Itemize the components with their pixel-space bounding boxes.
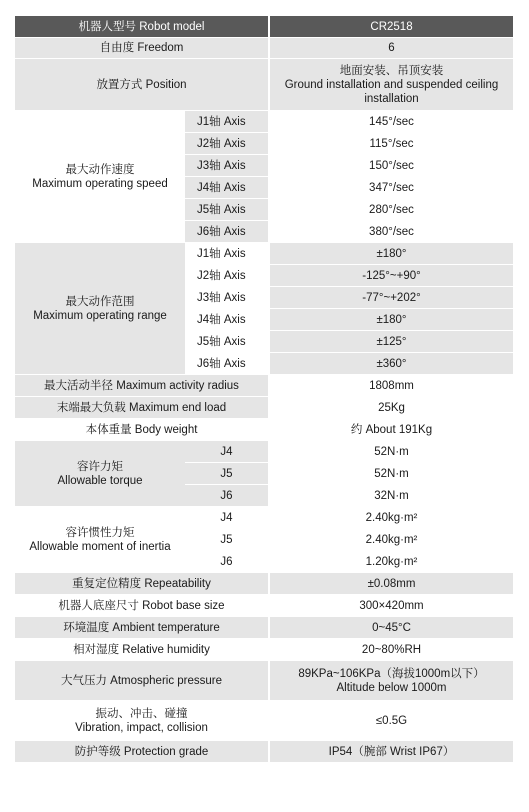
- position-value-en: Ground installation and suspended ceiling installation: [284, 78, 499, 105]
- torque-label-zh: 容许力矩: [77, 460, 123, 473]
- inertia-row: [15, 507, 513, 529]
- speed-label: [15, 111, 185, 243]
- speed-axis: J6轴 Axis: [185, 221, 269, 243]
- repeatability-value: ±0.08mm: [269, 573, 513, 595]
- speed-value: 145°/sec: [269, 111, 513, 133]
- range-axis: J2轴 Axis: [185, 265, 269, 287]
- torque-axis: J4: [185, 441, 269, 463]
- range-label-zh: 最大动作范围: [65, 295, 135, 308]
- protection-row: [15, 741, 513, 763]
- torque-axis: J5: [185, 463, 269, 485]
- inertia-value: 2.40kg·m²: [269, 507, 513, 529]
- base-size-value: 300×420mm: [269, 595, 513, 617]
- position-label: 放置方式 Position: [15, 59, 269, 111]
- radius-row: [15, 375, 513, 397]
- range-axis: J4轴 Axis: [185, 309, 269, 331]
- vibration-value: ≤0.5G: [269, 701, 513, 741]
- range-axis: J3轴 Axis: [185, 287, 269, 309]
- range-value: -77°~+202°: [269, 287, 513, 309]
- speed-label-zh: 最大动作速度: [65, 163, 135, 176]
- repeatability-label: 重复定位精度 Repeatability: [15, 573, 269, 595]
- vibration-label-en: Vibration, impact, collision: [75, 721, 208, 734]
- inertia-axis: J4: [185, 507, 269, 529]
- range-axis: J1轴 Axis: [185, 243, 269, 265]
- humidity-label: 相对湿度 Relative humidity: [15, 639, 269, 661]
- range-row: [15, 243, 513, 265]
- ambient-temp-row: [15, 617, 513, 639]
- speed-axis: J4轴 Axis: [185, 177, 269, 199]
- end-load-value: 25Kg: [269, 397, 513, 419]
- range-axis: J5轴 Axis: [185, 331, 269, 353]
- range-value: ±125°: [269, 331, 513, 353]
- speed-value: 347°/sec: [269, 177, 513, 199]
- range-value: ±360°: [269, 353, 513, 375]
- inertia-value: 1.20kg·m²: [269, 551, 513, 573]
- speed-label-en: Maximum operating speed: [32, 177, 168, 190]
- speed-row: [15, 111, 513, 133]
- speed-axis: J2轴 Axis: [185, 133, 269, 155]
- pressure-value-zh: 89KPa~106KPa（海拔1000m以下）: [298, 667, 485, 680]
- freedom-row: [15, 38, 513, 59]
- speed-value: 380°/sec: [269, 221, 513, 243]
- torque-row: [15, 441, 513, 463]
- speed-value: 280°/sec: [269, 199, 513, 221]
- inertia-label-en: Allowable moment of inertia: [29, 540, 171, 553]
- pressure-label: 大气压力 Atmospheric pressure: [15, 661, 269, 701]
- spec-table: [15, 16, 513, 763]
- inertia-value: 2.40kg·m²: [269, 529, 513, 551]
- protection-label: 防护等级 Protection grade: [15, 741, 269, 763]
- range-value: ±180°: [269, 309, 513, 331]
- range-label: [15, 243, 185, 375]
- weight-label: 本体重量 Body weight: [15, 419, 269, 441]
- inertia-axis: J5: [185, 529, 269, 551]
- header-label: 机器人型号 Robot model: [15, 16, 269, 38]
- speed-axis: J1轴 Axis: [185, 111, 269, 133]
- freedom-value: 6: [269, 38, 513, 59]
- torque-label-en: Allowable torque: [57, 474, 143, 487]
- position-value-zh: 地面安装、吊顶安装: [339, 64, 444, 77]
- repeatability-row: [15, 573, 513, 595]
- protection-value: IP54（腕部 Wrist IP67）: [269, 741, 513, 763]
- end-load-label: 末端最大负载 Maximum end load: [15, 397, 269, 419]
- torque-axis: J6: [185, 485, 269, 507]
- vibration-label: [15, 701, 269, 741]
- radius-value: 1808mm: [269, 375, 513, 397]
- position-value: [269, 59, 513, 111]
- speed-value: 150°/sec: [269, 155, 513, 177]
- speed-axis: J5轴 Axis: [185, 199, 269, 221]
- torque-value: 32N·m: [269, 485, 513, 507]
- inertia-label: [15, 507, 185, 573]
- speed-axis: J3轴 Axis: [185, 155, 269, 177]
- header-value: CR2518: [269, 16, 513, 38]
- pressure-value: [269, 661, 513, 701]
- range-value: -125°~+90°: [269, 265, 513, 287]
- end-load-row: [15, 397, 513, 419]
- base-size-label: 机器人底座尺寸 Robot base size: [15, 595, 269, 617]
- radius-label: 最大活动半径 Maximum activity radius: [15, 375, 269, 397]
- torque-label: [15, 441, 185, 507]
- inertia-label-zh: 容许惯性力矩: [65, 526, 135, 539]
- range-value: ±180°: [269, 243, 513, 265]
- range-axis: J6轴 Axis: [185, 353, 269, 375]
- torque-value: 52N·m: [269, 441, 513, 463]
- inertia-axis: J6: [185, 551, 269, 573]
- humidity-value: 20~80%RH: [269, 639, 513, 661]
- position-row: [15, 59, 513, 111]
- weight-row: [15, 419, 513, 441]
- speed-value: 115°/sec: [269, 133, 513, 155]
- ambient-temp-label: 环境温度 Ambient temperature: [15, 617, 269, 639]
- weight-value: 约 About 191Kg: [269, 419, 513, 441]
- vibration-row: [15, 701, 513, 741]
- torque-value: 52N·m: [269, 463, 513, 485]
- base-size-row: [15, 595, 513, 617]
- pressure-row: [15, 661, 513, 701]
- pressure-value-en: Altitude below 1000m: [336, 681, 447, 694]
- ambient-temp-value: 0~45°C: [269, 617, 513, 639]
- freedom-label: 自由度 Freedom: [15, 38, 269, 59]
- humidity-row: [15, 639, 513, 661]
- range-label-en: Maximum operating range: [33, 309, 167, 322]
- header-row: [15, 16, 513, 38]
- vibration-label-zh: 振动、冲击、碰撞: [95, 707, 188, 720]
